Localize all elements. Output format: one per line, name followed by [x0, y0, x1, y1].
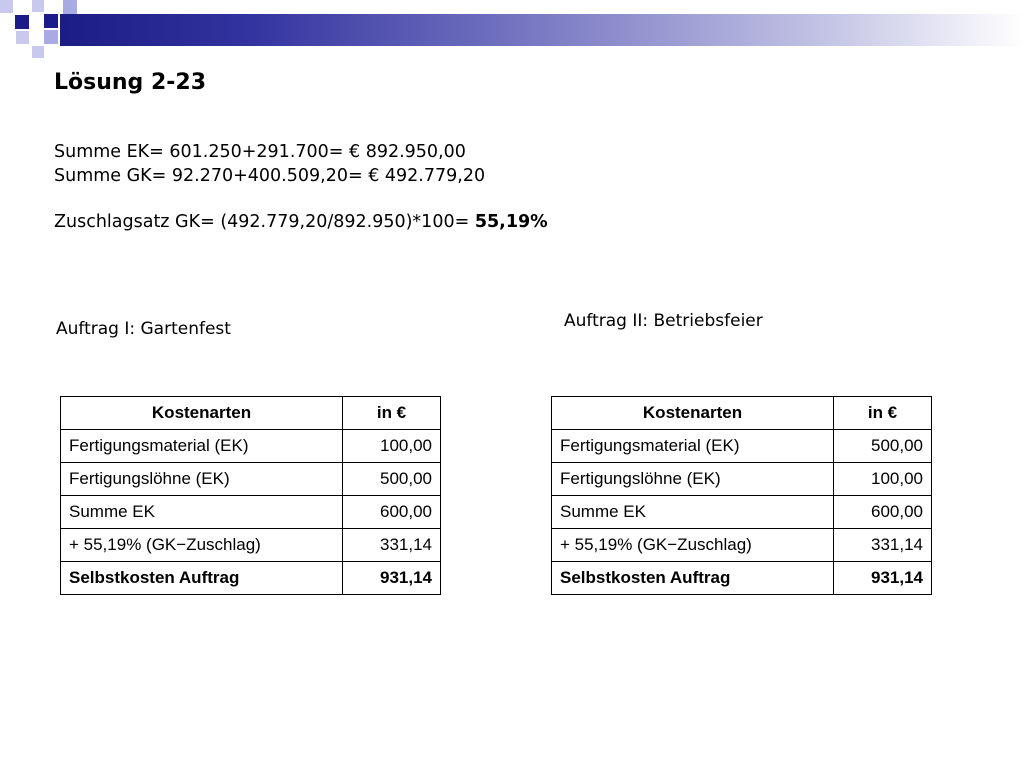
header-kostenarten: Kostenarten — [552, 397, 834, 430]
cell-value: 500,00 — [343, 463, 441, 496]
cell-name: Summe EK — [552, 496, 834, 529]
total-name: Selbstkosten Auftrag — [61, 562, 343, 595]
header-square — [15, 15, 29, 29]
header-square — [44, 14, 58, 28]
auftrag2-table — [551, 396, 932, 595]
cell-name: Fertigungsmaterial (EK) — [61, 430, 343, 463]
decorative-header — [0, 0, 1024, 64]
table-total-row — [552, 562, 932, 595]
header-square — [63, 0, 77, 14]
total-value: 931,14 — [343, 562, 441, 595]
table-row — [552, 430, 932, 463]
auftrag2-caption: Auftrag II: Betriebsfeier — [564, 311, 763, 331]
cell-name: + 55,19% (GK−Zuschlag) — [61, 529, 343, 562]
table-row — [552, 496, 932, 529]
header-square — [44, 30, 58, 44]
cell-value: 500,00 — [834, 430, 932, 463]
cell-value: 600,00 — [834, 496, 932, 529]
cell-name: + 55,19% (GK−Zuschlag) — [552, 529, 834, 562]
table-row — [61, 430, 441, 463]
header-kostenarten: Kostenarten — [61, 397, 343, 430]
cell-name: Summe EK — [61, 496, 343, 529]
calc-gk: Summe GK= 92.270+400.509,20= € 492.779,20 — [54, 166, 486, 186]
header-gradient-bar — [60, 14, 1024, 46]
header-square — [0, 0, 13, 13]
calc-ek: Summe EK= 601.250+291.700= € 892.950,00 — [54, 142, 466, 162]
header-value: in € — [834, 397, 932, 430]
header-square — [16, 31, 29, 44]
total-name: Selbstkosten Auftrag — [552, 562, 834, 595]
cell-value: 100,00 — [343, 430, 441, 463]
table-header-row — [552, 397, 932, 430]
calc-zuschlag-result: 55,19% — [474, 212, 548, 232]
cell-value: 331,14 — [834, 529, 932, 562]
header-square — [32, 0, 44, 12]
header-value: in € — [343, 397, 441, 430]
cell-value: 331,14 — [343, 529, 441, 562]
table-row — [61, 496, 441, 529]
cell-name: Fertigungslöhne (EK) — [552, 463, 834, 496]
table-row — [61, 529, 441, 562]
table-row — [552, 463, 932, 496]
cell-name: Fertigungsmaterial (EK) — [552, 430, 834, 463]
page-title: Lösung 2-23 — [54, 70, 207, 95]
cell-name: Fertigungslöhne (EK) — [61, 463, 343, 496]
cell-value: 600,00 — [343, 496, 441, 529]
auftrag1-caption: Auftrag I: Gartenfest — [56, 319, 231, 339]
table-row — [552, 529, 932, 562]
table-header-row — [61, 397, 441, 430]
cell-value: 100,00 — [834, 463, 932, 496]
auftrag1-table — [60, 396, 441, 595]
table-total-row — [61, 562, 441, 595]
header-square — [32, 46, 44, 58]
total-value: 931,14 — [834, 562, 932, 595]
table-row — [61, 463, 441, 496]
calc-zuschlag — [54, 212, 548, 232]
calc-zuschlag-formula: Zuschlagsatz GK= (492.779,20/892.950)*100= — [54, 212, 475, 232]
